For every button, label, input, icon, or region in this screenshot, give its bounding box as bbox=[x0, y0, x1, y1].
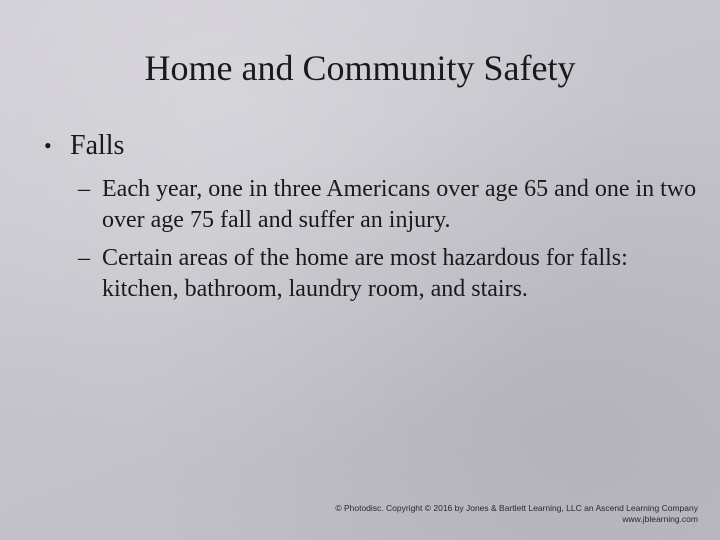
dash-marker: – bbox=[78, 176, 90, 202]
sub-bullet-text: Each year, one in three Americans over age 65 and one in two over age 75 fall and suffer an injury. bbox=[102, 176, 697, 233]
sub-bullet-item bbox=[78, 174, 698, 236]
copyright-footer bbox=[335, 503, 698, 525]
slide-title: Home and Community Safety bbox=[144, 48, 576, 88]
sub-bullet-list bbox=[78, 174, 698, 312]
sub-bullet-item bbox=[78, 243, 698, 305]
bullet-marker: • bbox=[44, 133, 52, 158]
dash-marker: – bbox=[78, 245, 90, 271]
bullet-falls bbox=[44, 128, 124, 164]
website-text: www.jblearning.com bbox=[622, 514, 698, 524]
sub-bullet-text: Certain areas of the home are most hazardous for falls: kitchen, bathroom, laundry room, and stairs. bbox=[102, 245, 628, 302]
bullet-label: Falls bbox=[70, 130, 125, 161]
copyright-text: © Photodisc. Copyright © 2016 by Jones & Bartlett Learning, LLC an Ascend Learning Company bbox=[335, 503, 698, 513]
